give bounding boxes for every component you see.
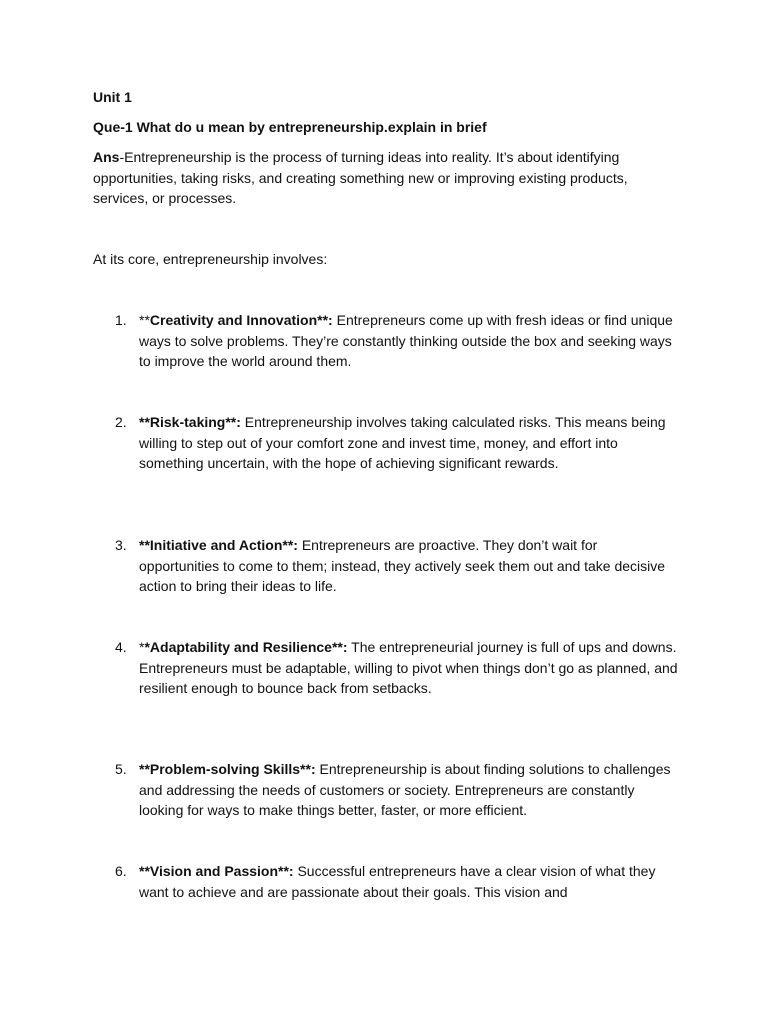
list-item-prefix: ** xyxy=(139,312,150,328)
question-heading: Que-1 What do u mean by entrepreneurship.explain in brief xyxy=(93,119,487,135)
list-item-body xyxy=(139,412,679,474)
list-item-title: **Problem-solving Skills**: xyxy=(139,761,316,777)
list-item-number: 5. xyxy=(115,761,127,777)
unit-title: Unit 1 xyxy=(93,89,132,105)
list-item-number: 3. xyxy=(115,537,127,553)
list-item-number: 1. xyxy=(115,312,127,328)
list-item-body xyxy=(139,637,679,699)
list-item-text: Entrepreneurs come up with fresh ideas or find unique ways to solve problems. They’re constantly thinking outside the box and seeking ways to improve the world around them. xyxy=(139,312,673,369)
list-item-body xyxy=(139,310,679,372)
list-item-title: **Initiative and Action**: xyxy=(139,537,298,553)
list-item-text: Entrepreneurs are proactive. They don’t wait for opportunities to come to them; instead, they actively seek them out and take decisive action to bring their ideas to life. xyxy=(139,537,666,594)
list-item-number: 4. xyxy=(115,639,127,655)
list-item-number: 2. xyxy=(115,414,127,430)
list-item-number: 6. xyxy=(115,863,127,879)
list-item-title: Creativity and Innovation**: xyxy=(149,312,333,328)
answer-paragraph xyxy=(93,147,683,209)
list-item-body xyxy=(139,861,679,902)
answer-text: -Entrepreneurship is the process of turning ideas into reality. It’s about identifying opportunities, taking risks, and creating something new or improving existing products, services, or processes. xyxy=(93,149,628,206)
list-item-text: Successful entrepreneurs have a clear vision of what they want to achieve and are passionate about their goals. This vision and xyxy=(139,863,656,900)
list-item-text: Entrepreneurship involves taking calculated risks. This means being willing to step out of your comfort zone and invest time, money, and effort into something uncertain, with the hope of achieving significant rewards. xyxy=(139,414,666,471)
list-item-title: **Risk-taking**: xyxy=(139,414,241,430)
list-item-prefix: * xyxy=(139,639,145,655)
list-item-text: The entrepreneurial journey is full of ups and downs. Entrepreneurs must be adaptable, willing to pivot when things don’t go as planned, and resilient enough to bounce back from setbacks. xyxy=(139,639,678,696)
list-item-body xyxy=(139,535,679,597)
list-item-body xyxy=(139,759,679,821)
list-item-text: Entrepreneurship is about finding solutions to challenges and addressing the needs of customers or society. Entrepreneurs are constantly looking for ways to make things better, faster, or more efficient. xyxy=(139,761,671,818)
list-item-title: *Adaptability and Resilience**: xyxy=(144,639,348,655)
answer-label: Ans xyxy=(93,149,120,165)
list-item-title: **Vision and Passion**: xyxy=(139,863,294,879)
core-intro: At its core, entrepreneurship involves: xyxy=(93,251,328,267)
